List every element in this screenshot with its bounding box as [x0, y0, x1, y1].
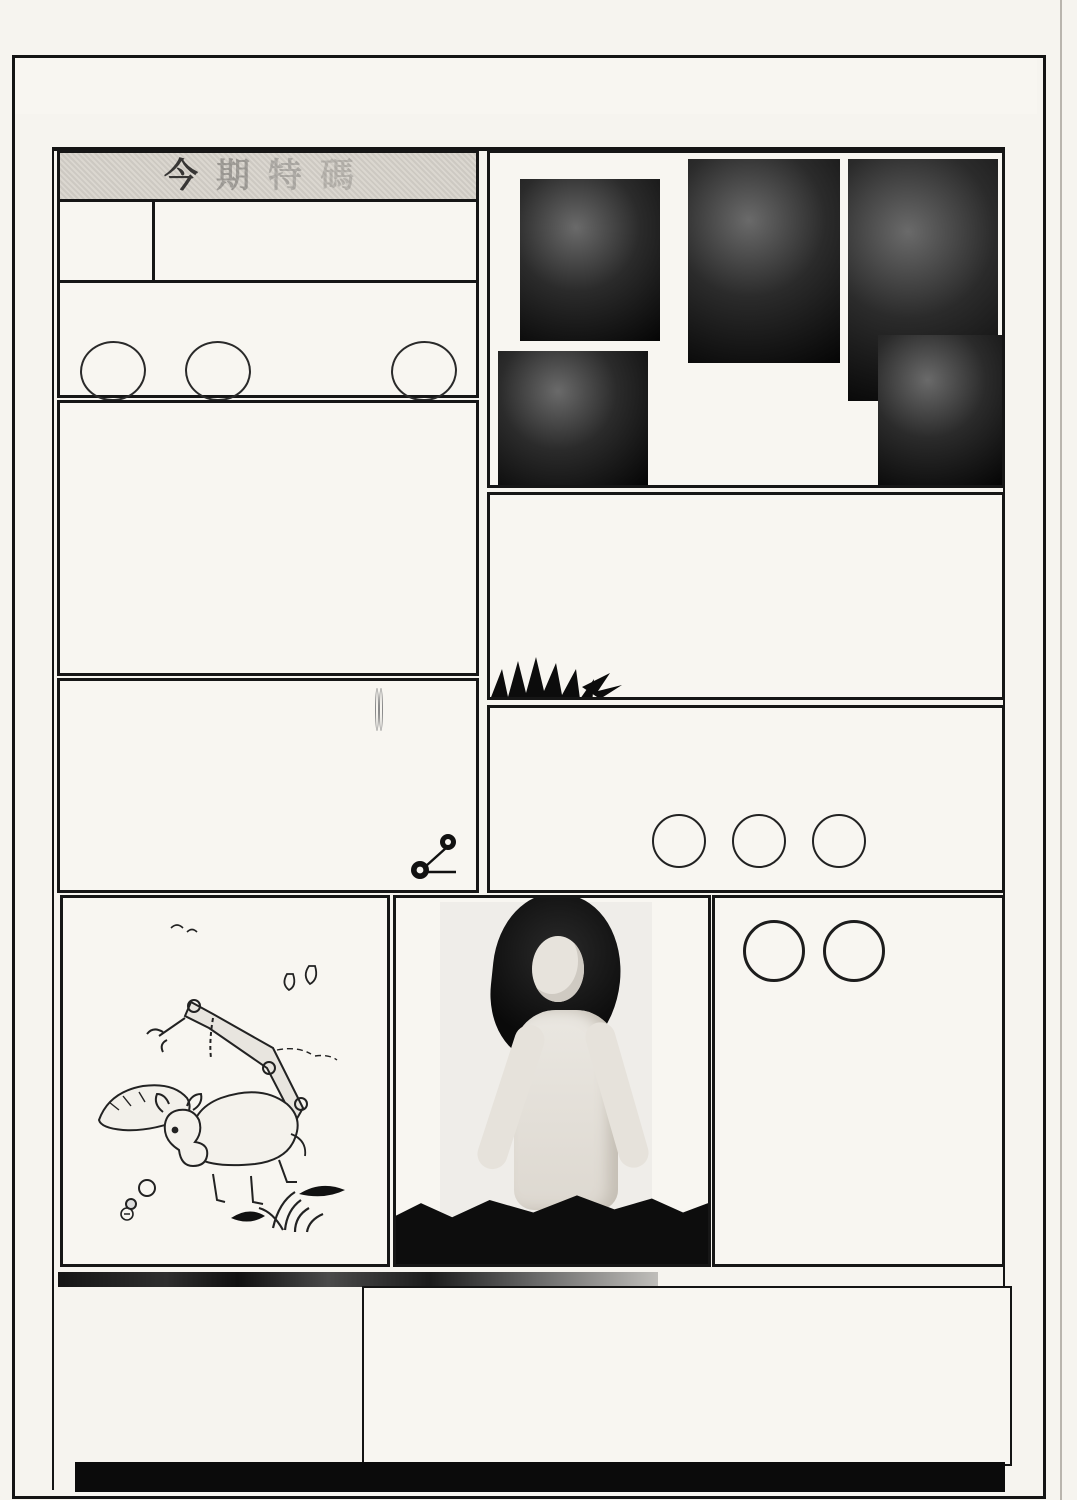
tip-number: [732, 814, 786, 868]
special-numbers: [60, 341, 476, 401]
photo-block: [498, 351, 648, 485]
reminder-line2: [502, 767, 990, 804]
photo-block: [520, 179, 660, 341]
faded-char: 碼: [320, 157, 372, 195]
special-number: [77, 338, 148, 404]
night-talk-box: [712, 895, 1005, 1267]
faded-char: 特: [268, 157, 320, 195]
cell-size-value: [155, 202, 303, 280]
reminder-line1: [502, 722, 990, 759]
reminder-title: [502, 708, 990, 721]
marksix-left-strip: [15, 147, 54, 1490]
double-dan-inset: [290, 689, 468, 729]
golden-triangle-icon: [406, 832, 466, 884]
send-number: [823, 920, 885, 982]
pinup-photo-panel: [393, 895, 711, 1267]
marksix-top-strip: [15, 114, 1037, 151]
trend-commentary-box: [487, 492, 1005, 700]
ox-sketch-box: [60, 895, 390, 1267]
scan-edge-line: [1060, 0, 1062, 1500]
double-dan-numbers: [290, 691, 468, 729]
tip-number: [812, 814, 866, 868]
size-parity-row: [60, 202, 476, 283]
ink-smudge-bar: [58, 1272, 658, 1287]
cell-parity-value: [415, 202, 476, 280]
reminder-box: [487, 705, 1005, 893]
faded-char: 期: [216, 157, 268, 195]
ox-sketch: [63, 898, 387, 1264]
results-dot-chart: [362, 1286, 1012, 1466]
trend-side-title: [502, 504, 538, 505]
masthead-collage: [487, 150, 1005, 488]
photo-block: [688, 159, 840, 363]
special-number: [182, 339, 252, 403]
cell-size-label: [60, 202, 155, 280]
header-bar: [15, 58, 1037, 117]
gift-box: [57, 400, 479, 676]
dan-number: [379, 688, 383, 731]
ink-splash: [487, 639, 632, 700]
faded-char: 今: [164, 157, 216, 195]
faded-header-band: [60, 153, 476, 202]
photo-face: [532, 936, 584, 1002]
three-in-two-box: [57, 678, 479, 893]
send-number: [743, 920, 805, 982]
reverse-tip-row: [502, 814, 990, 868]
footer-bar: [75, 1462, 1005, 1492]
special-number: [388, 338, 459, 404]
tip-number: [652, 814, 706, 868]
photo-block: [878, 335, 1002, 485]
special-send-row: [725, 920, 992, 982]
cell-parity-label: [303, 202, 415, 280]
special-number: [290, 343, 352, 399]
special-number-box: [57, 150, 479, 398]
